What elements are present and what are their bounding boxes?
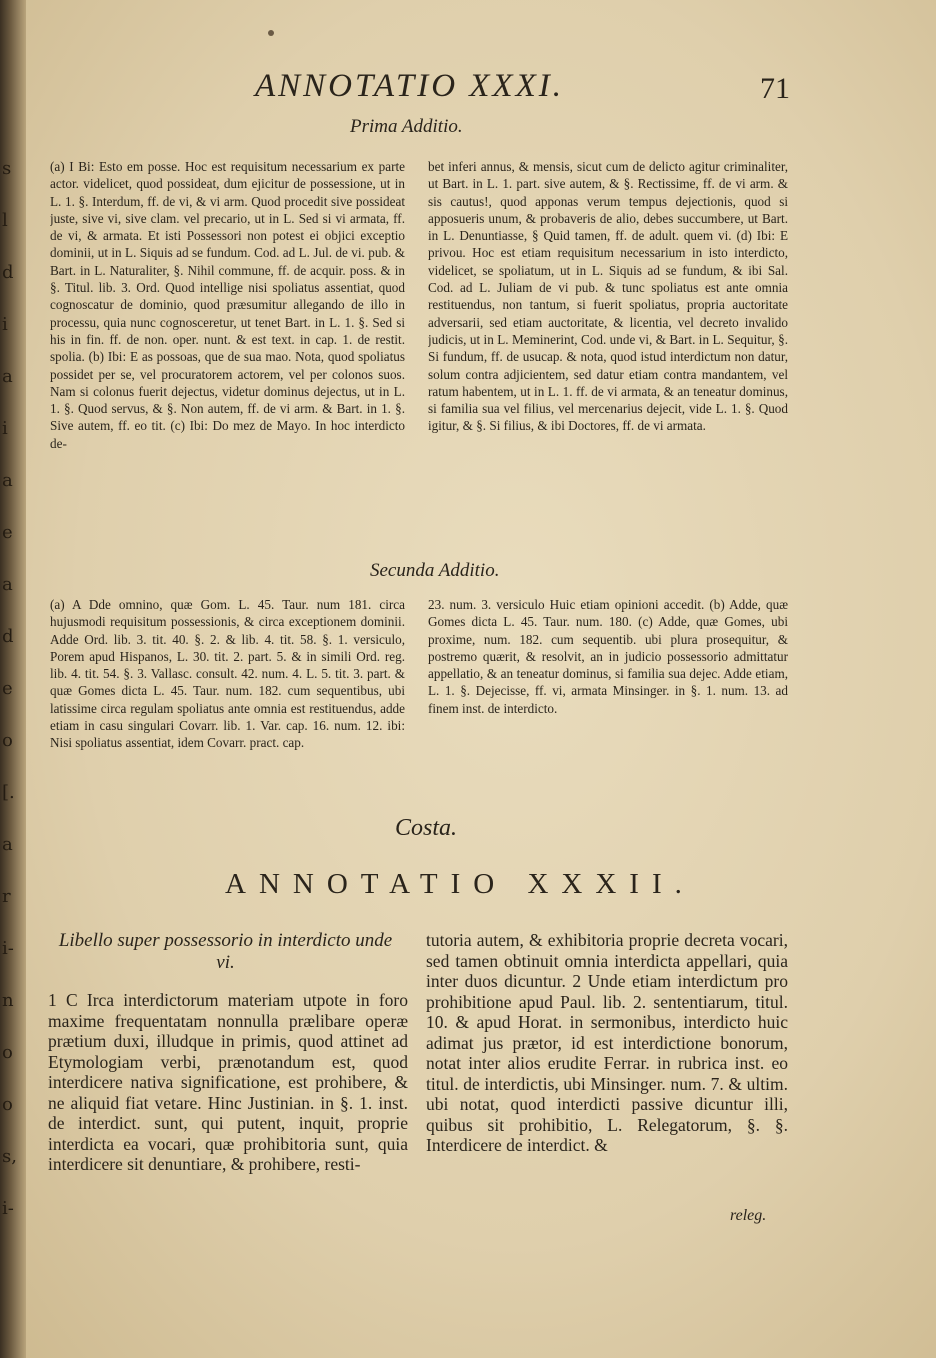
secunda-additio-heading: Secunda Additio. — [370, 560, 500, 581]
running-head: ANNOTATIO XXXI. — [255, 68, 564, 104]
margin-letter: d — [2, 626, 14, 647]
main-left-text: 1 C Irca interdictorum materiam utpote in foro maxime frequentatam nonnulla prælibare operæ prætium duxi, illudque in primis, quod attinet ad Etymologiam verbi, prænotandum est, quod interdicere nativa significatione, est prohibere, & ne aliquid fiat vetare. Hinc Justinian. in §. 1. inst. de interdict. sunt, qui putent, inquit, proprie interdicta ea vocari, quæ prohibitoria sunt, quia interdicere sit denuntiare, & prohibere, resti- — [48, 990, 408, 1174]
page-number: 71 — [760, 72, 790, 105]
margin-letter: i- — [2, 938, 14, 959]
margin-letter: n — [2, 990, 14, 1011]
ink-spot — [268, 30, 274, 36]
annotatio-title: ANNOTATIO XXXII. — [225, 868, 695, 900]
previous-page-edge — [0, 160, 18, 1260]
libello-title: Libello super possessorio in interdicto unde vi. — [58, 930, 393, 973]
margin-letter: r — [2, 886, 11, 907]
margin-letter: d — [2, 262, 14, 283]
margin-letter: e — [2, 522, 13, 543]
prima-right-text: bet inferi annus, & mensis, sicut cum de delicto agitur criminaliter, ut Bart. in L. 1. part. sive autem, & §. Rectissime, ff. de vi arm. & sis cautus!, quod apponas verum tempus dejectionis, quod si apposueris unum, & probaveris de alio, debes succumbere, ut Bart. in L. Denuntiasse, § Quid tamen, ff. de adult. quem vi. (d) Ibi: E privou. Hoc est etiam requisitum necessarium in isto interdicto, videlicet, se spoliatum, ut in L. Siquis ad se fundum, & ibi Sal. Cod. ad L. Juliam de vi pub. & tunc spoliatus est ante omnia restituendus, non tantum, si fuerit spoliatus, propria auctoritate adversarii, sed etiam auctoritate, & licentia, vel decreto invalido judicis, ut in L. Meminerint, Cod. unde vi, & Bart. in L. Sequitur, §. Si fundum, ff. de usucap. & nota, quod istud interdictum non datur, solum contra adjicientem, sed datur etiam contra mandantem, vel ratum habentem, ut in L. 1. ff. de vi armata, & an teneatur dominus, si familia sua vel filius, vel mercenarius dejecit, vide L. 1. §. Quod igitur, & §. Si filius, & ibi Doctores, ff. de vi armata. — [428, 159, 788, 434]
main-left-column — [48, 990, 408, 1240]
main-right-text: tutoria autem, & exhibitoria proprie decreta vocari, sed tamen obtinuit omnia interdicta appellari, quia inter duos dicuntur. 2 Unde etiam interdictum pro prohibitione apud Paul. lib. 2. sententiarum, titul. 10. & apud Horat. in sermonibus, interdicto huic adimat jus prætor, id est interdictione bonorum, notat inter alios erudite Ferrar. in rubrica inst. eo titul. de interdictis, ubi Minsinger. num. 7. & ultim. ubi notat, quod interdicti passive dicuntur illi, quibus sit prohibitio, L. Relegatorum, §. §. Interdicere de interdict. & — [426, 930, 788, 1155]
secunda-left-text: (a) A Dde omnino, quæ Gom. L. 45. Taur. num 181. circa hujusmodi requisitum possessionis, & circa exceptionem dominii. Adde Ord. lib. 3. tit. 40. §. 2. & lib. 4. tit. 58. §. 1. versiculo, Porem apud Hispanos, L. 30. tit. 2. part. 5. & in simili Ord. reg. lib. 4. tit. 54. §. 3. Vallasc. consult. 42. num. 4. L. 5. tit. 3. part. & quæ Gomes dicta L. 45. Taur. num. 182. cum sequentibus, ubi latissime circa regulam spoliatus ante omnia est restituendus, adde etiam in casu singulari Covarr. lib. 1. Var. cap. 16. num. 12. ibi: Nisi spoliatus assentiat, idem Covarr. pract. cap. — [50, 597, 405, 751]
secunda-right-text: 23. num. 3. versiculo Huic etiam opinioni accedit. (b) Adde, quæ Gomes dicta L. 45. Taur. num. 180. (c) Adde, quæ Gomes, ubi proxime, num. 182. cum sequentib. ubi plura prosequitur, & postremo quærit, & resolvit, an in judicio possessorio admittatur appellatio, & an teneatur dominus, si familia sua dejec. Adde etiam, L. 1. §. Dejecisse, ff. vi, armata Minsinger. in §. 1. num. 13. ad finem inst. de interdicto. — [428, 597, 788, 716]
catchword: releg. — [730, 1207, 767, 1224]
margin-letter: o — [2, 1094, 13, 1115]
margin-letter: s — [2, 158, 12, 179]
prima-left-text: (a) I Bi: Esto em posse. Hoc est requisitum necessarium ex parte actor. videlicet, quod possideat, dum ejicitur de possessione, ut in L. 1. §. Interdum, ff. de vi, & vi arm. Quod procedit sive possideat juste, sive vi, sive clam. vel precario, ut in L. Sed si vi armata, ff. de vi, & armata. Et isti Possessori non potest ei objici exceptio dominii, ut in L. Siquis ad se fundum. Cod. ad L. Jul. de vi. pub. & Bart. in L. Naturaliter, §. Nihil commune, ff. de acquir. poss. & in §. Titul. lib. 3. Ord. Quod intellige nisi spoliatus assentiat, quod cognoscatur de dominio, quod præsumitur allegando de illo in processu, quia nunc cognosceretur, ut tenet Bart. in L. 1. §. Sed si his in fin. ff. de non. oper. nunt. & est text. in cap. 1. de restit. spolia. (b) Ibi: E as possoas, que de sua mao. Nota, quod spoliatus possidet per se, vel procuratorem actorem, vel per colonos suos. Nam si colonus fuerit dejectus, videtur dominus dejectus, ut in L. 1. §. Quod servus, & §. Non autem, ff. de vi arm. & Bart. in 1. §. Sive autem, ff. eo tit. (c) Ibi: Do mez de Mayo. In hoc interdicto de- — [50, 159, 405, 451]
margin-letter: l — [2, 210, 8, 231]
margin-letter: i — [2, 314, 8, 335]
prima-left-column — [50, 158, 405, 548]
margin-letter: a — [2, 834, 13, 855]
margin-letter: o — [2, 730, 13, 751]
prima-additio-heading: Prima Additio. — [350, 116, 463, 137]
prima-right-column — [428, 158, 788, 548]
margin-letter: o — [2, 1042, 13, 1063]
author-name: Costa. — [395, 815, 458, 841]
secunda-right-column — [428, 596, 788, 806]
secunda-left-column — [50, 596, 405, 806]
margin-letter: s, — [2, 1146, 17, 1167]
margin-letter: e — [2, 678, 13, 699]
margin-letter: i- — [2, 1198, 14, 1219]
margin-letter: [. — [2, 782, 15, 803]
main-right-column — [426, 930, 788, 1210]
margin-letter: a — [2, 574, 13, 595]
margin-letter: a — [2, 366, 13, 387]
margin-letter: i — [2, 418, 8, 439]
margin-letter: a — [2, 470, 13, 491]
